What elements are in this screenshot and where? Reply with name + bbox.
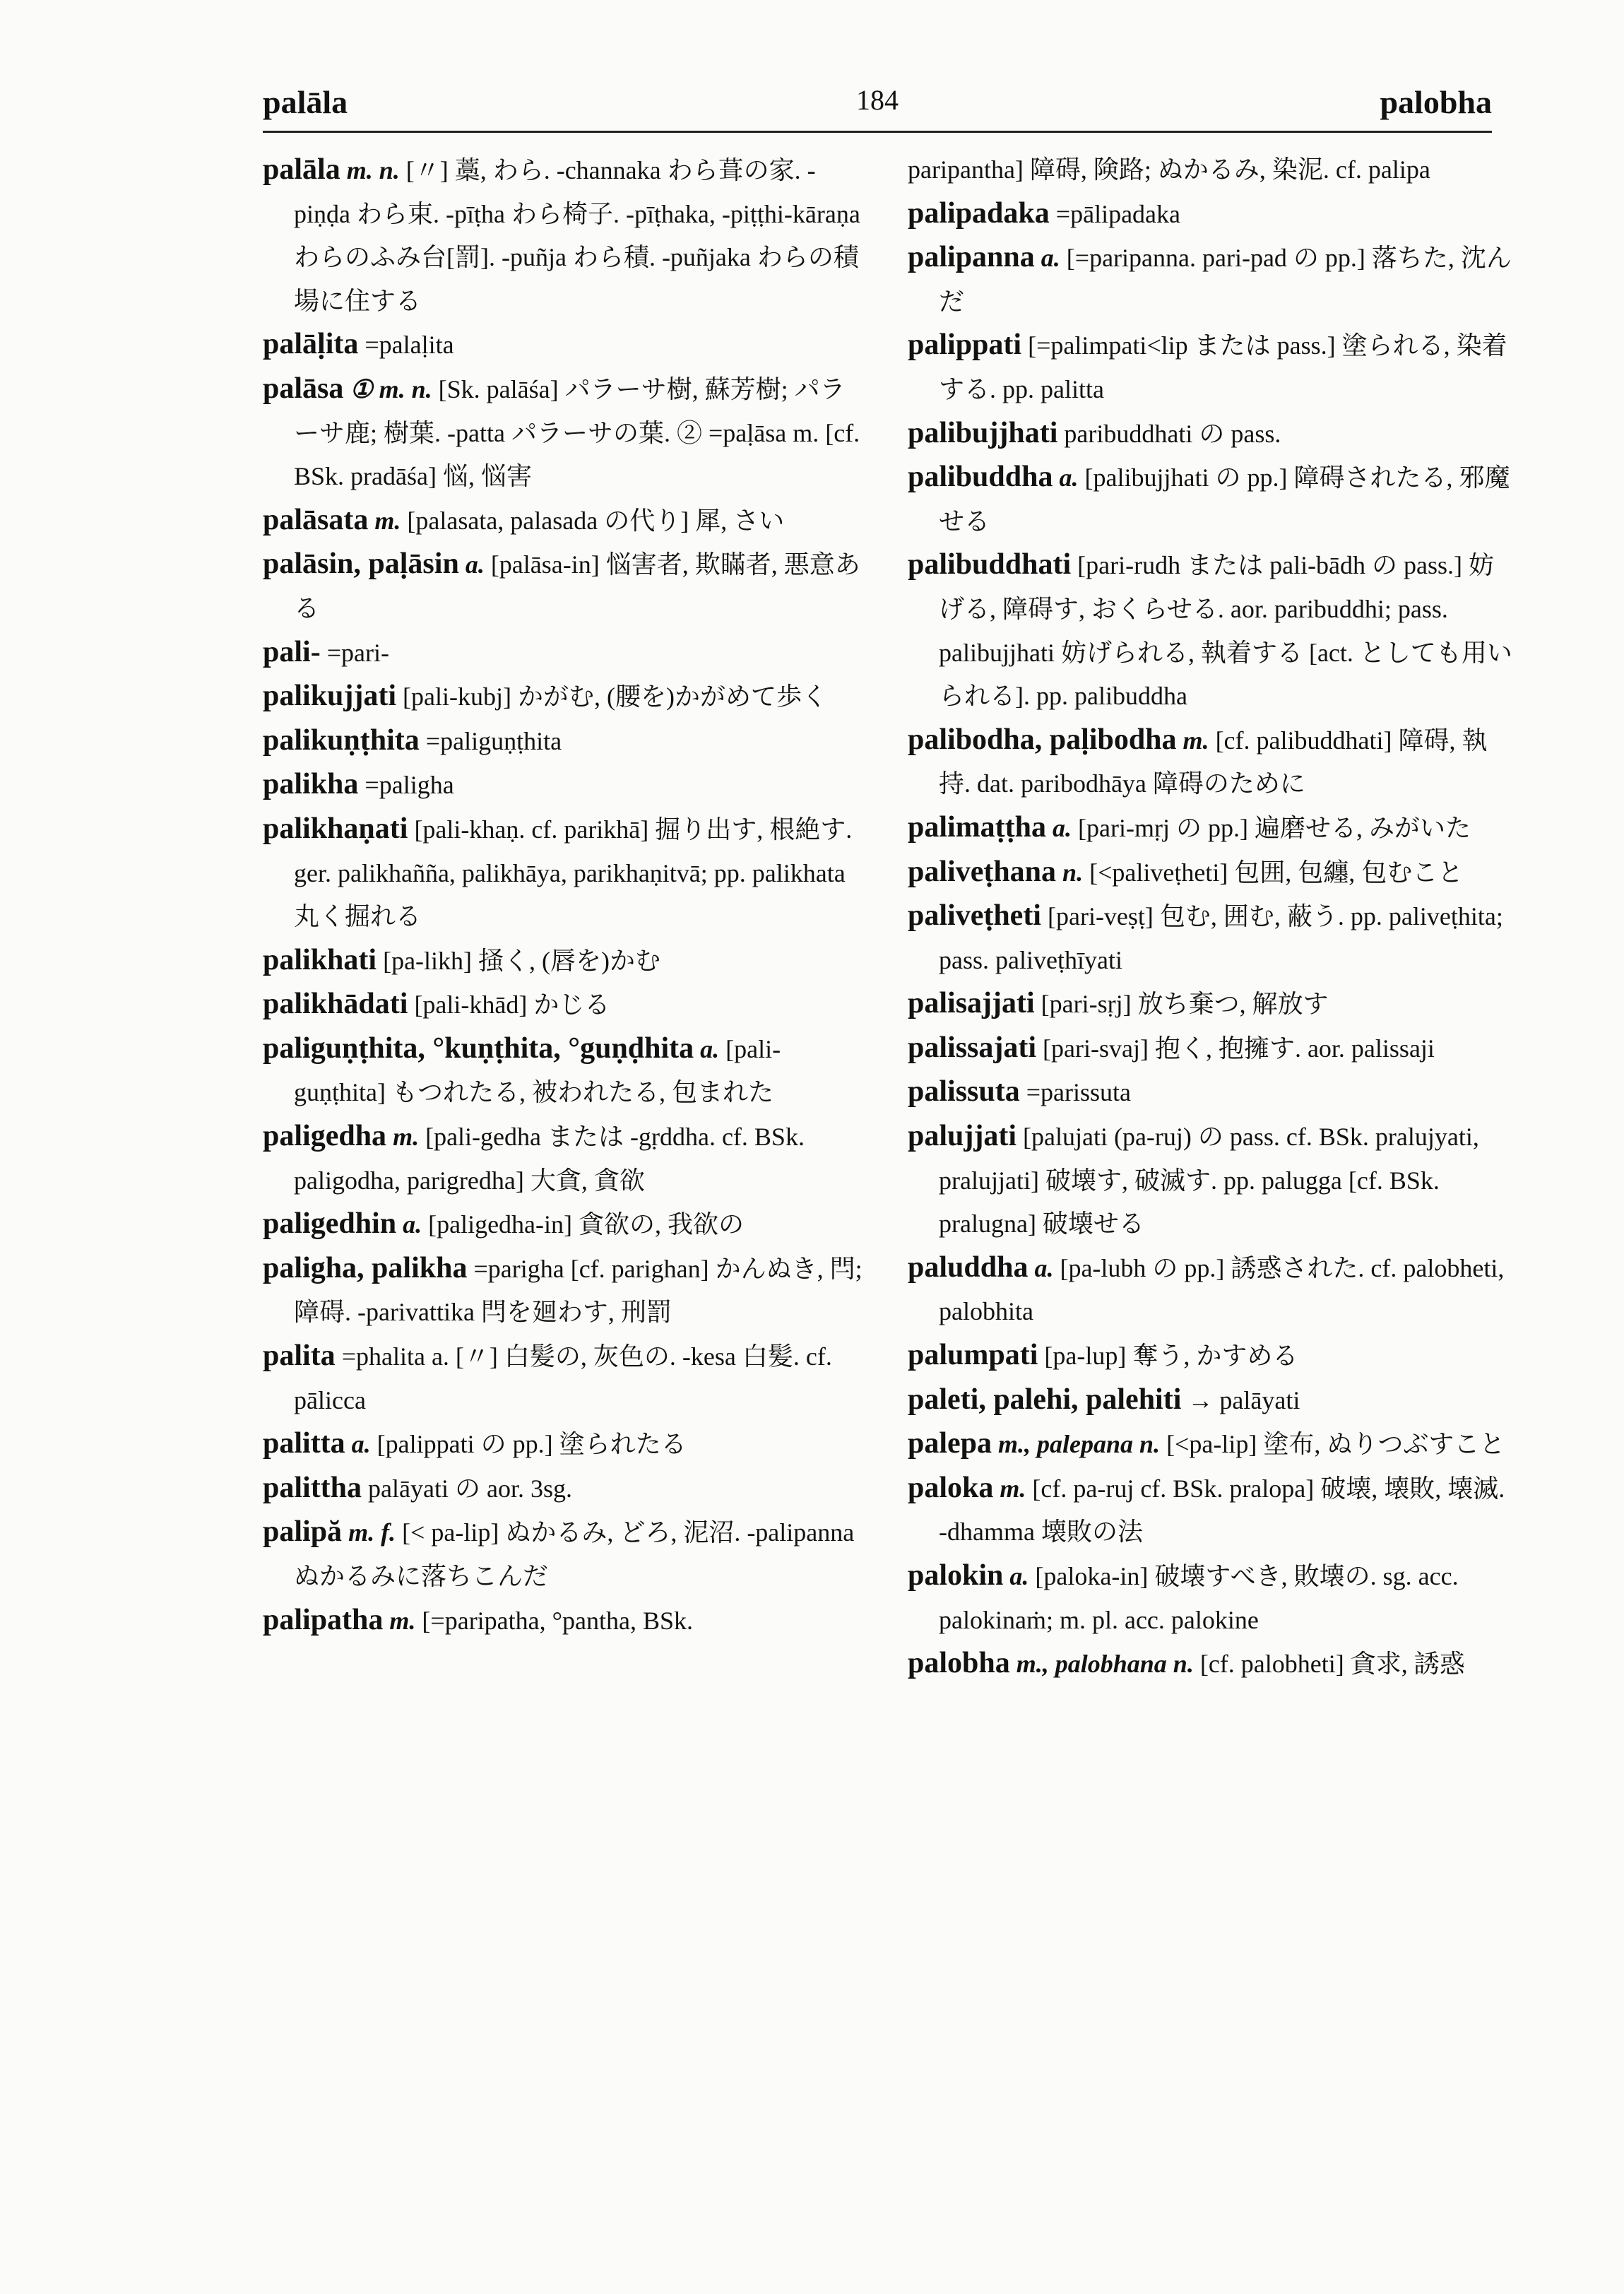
entry-definition: [Sk. palāśa] パラーサ樹, 蘇芳樹; パラーサ鹿; 樹葉. -patta パラーサの葉. ② =paḷāsa m. [cf. BSk. pradāśa] 悩, 悩害 [294, 374, 860, 491]
page-number: 184 [856, 84, 899, 116]
entry-headword: palipanna [908, 241, 1035, 274]
dictionary-entry [908, 412, 1515, 456]
entry-headword: paligedha [263, 1120, 387, 1153]
entry-headword: paluddha [908, 1251, 1029, 1284]
dictionary-entry [263, 675, 870, 719]
entry-definition: [pari-sṛj] 放ち棄つ, 解放す [1041, 990, 1329, 1019]
entry-headword: palissajati [908, 1031, 1037, 1064]
dictionary-entry [908, 1334, 1515, 1378]
entry-grammar: n. [1062, 858, 1084, 887]
left-column [263, 148, 870, 1643]
dictionary-entry [263, 499, 870, 543]
dictionary-entry [263, 543, 870, 630]
entry-headword: paligha, palikha [263, 1251, 468, 1284]
entry-definition: [pa-lubh の pp.] 誘惑された. cf. palobheti, palobhita [939, 1253, 1505, 1326]
dictionary-entry [263, 1422, 870, 1467]
entry-grammar: a. [1009, 1562, 1029, 1590]
entry-grammar: m. [393, 1123, 420, 1152]
dictionary-entry [908, 1378, 1515, 1423]
dictionary-entry [908, 1554, 1515, 1642]
entry-definition: =pari- [326, 638, 389, 667]
dictionary-entry [908, 324, 1515, 411]
dictionary-entry [263, 367, 870, 499]
entry-headword: palitta [263, 1427, 345, 1460]
entry-definition: =paliguṇṭhita [425, 726, 562, 755]
entry-headword: palikhādati [263, 988, 408, 1021]
entry-headword: palāsa [263, 372, 344, 405]
entry-definition: [paloka-in] 破壊すべき, 敗壊の. sg. acc. palokinaṁ; m. pl. acc. palokine [939, 1562, 1459, 1634]
entry-grammar: m. [389, 1606, 416, 1635]
dictionary-entry [263, 323, 870, 367]
dictionary-entry [908, 236, 1515, 324]
dictionary-entry [908, 1467, 1515, 1554]
entry-grammar: m., palepana n. [998, 1430, 1161, 1459]
entry-definition: =phalita a. [〃] 白髪の, 灰色の. -kesa 白髪. cf. pālicca [294, 1342, 832, 1414]
entry-headword: paliveṭheti [908, 899, 1041, 933]
entry-definition: [palibujjhati の pp.] 障碍されたる, 邪魔せる [939, 463, 1510, 536]
dictionary-entry [908, 719, 1515, 806]
entry-definition: palāyati の aor. 3sg. [368, 1474, 572, 1503]
entry-headword: palobha [908, 1647, 1010, 1680]
entry-grammar: m. [1183, 726, 1209, 755]
running-head-first-word: palāla [263, 84, 348, 120]
entry-definition: =palaḷita [364, 331, 454, 360]
entry-definition: [pari-rudh または pali-bādh の pass.] 妨げる, 障碍す, おくらせる. aor. paribuddhi; pass. palibujjhati 妨げられる, 執着する [act. としても用いられる]. pp. palibuddha [939, 551, 1512, 711]
entry-headword: palepa [908, 1427, 992, 1460]
entry-grammar: a. [1034, 1253, 1054, 1282]
entry-headword: paleti, palehi, palehiti [908, 1383, 1182, 1416]
entry-headword: palipatha [263, 1603, 384, 1636]
dictionary-entry [908, 806, 1515, 851]
running-head-last-word: palobha [1380, 84, 1492, 120]
entry-headword: palimaṭṭha [908, 810, 1047, 844]
entry-definition: [cf. palibuddhati] 障碍, 執持. dat. paribodhāya 障碍のために [939, 726, 1488, 798]
entry-headword: palibuddhati [908, 548, 1072, 581]
entry-headword: palikha [263, 768, 359, 801]
entry-headword: palikujjati [263, 680, 397, 713]
entry-definition: [pali-gedha または -gṛddha. cf. BSk. paligodha, parigredha] 大貪, 貪欲 [294, 1123, 805, 1195]
entry-definition: paribuddhati の pass. [1064, 419, 1281, 448]
dictionary-entry [263, 719, 870, 764]
entry-headword: paloka [908, 1471, 994, 1504]
dictionary-entry [263, 1247, 870, 1335]
entry-definition: [pari-mṛj の pp.] 遍磨せる, みがいた [1078, 813, 1471, 842]
entry-definition: =pālipadaka [1055, 199, 1181, 228]
dictionary-entry [263, 631, 870, 675]
dictionary-entry [908, 543, 1515, 718]
entry-grammar: m. n. [346, 156, 400, 184]
entry-grammar: m., palobhana n. [1016, 1650, 1194, 1679]
dictionary-entry [908, 192, 1515, 237]
entry-definition: [pa-likh] 掻く, (唇を)かむ [383, 946, 661, 975]
entry-headword: palipă [263, 1515, 343, 1549]
entry-headword: palujjati [908, 1120, 1017, 1153]
entry-definition: [<paliveṭheti] 包囲, 包纏, 包むこと [1089, 858, 1464, 887]
entry-headword: palippati [908, 329, 1022, 362]
entry-headword: palibodha, paḷibodha [908, 723, 1177, 756]
entry-definition: [pari-veṣṭ] 包む, 囲む, 蔽う. pp. paliveṭhita; pass. paliveṭhīyati [939, 902, 1503, 974]
dictionary-entry [263, 1599, 870, 1643]
entry-headword: palikhati [263, 943, 377, 976]
dictionary-entry [263, 1202, 870, 1247]
entry-grammar: m. [1000, 1474, 1026, 1503]
dictionary-entry [263, 1027, 870, 1115]
dictionary-entry [263, 1335, 870, 1422]
entry-definition: =paligha [364, 771, 454, 800]
dictionary-entry [263, 148, 870, 323]
entry-headword: pali- [263, 635, 321, 668]
entry-definition: =parigha [cf. parighan] かんぬき, 閂; 障碍. -parivattika 閂を廻わす, 刑罰 [294, 1254, 863, 1327]
dictionary-entry [263, 1115, 870, 1202]
dictionary-entry [263, 763, 870, 808]
dictionary-entry [908, 982, 1515, 1027]
entry-grammar: m. [374, 506, 401, 535]
entry-definition: [palippati の pp.] 塗られたる [377, 1430, 687, 1459]
entry-headword: palipadaka [908, 196, 1050, 230]
entry-definition: [pali-guṇṭhita] もつれたる, 被われたる, 包まれた [294, 1034, 781, 1107]
dictionary-entry [908, 1246, 1515, 1334]
entry-grammar: a. [700, 1034, 720, 1063]
dictionary-entry [263, 939, 870, 983]
entry-definition: [pari-svaj] 抱く, 抱擁す. aor. palissaji [1043, 1034, 1435, 1063]
entry-definition: → palāyati [1187, 1385, 1300, 1414]
entry-headword: palāsin, paḷāsin [263, 548, 459, 581]
entry-headword: palikhaṇati [263, 812, 408, 845]
entry-definition: paripantha] 障碍, 険路; ぬかるみ, 染泥. cf. palipa [908, 155, 1430, 184]
entry-grammar: ① m. n. [350, 374, 432, 403]
entry-definition: =parissuta [1026, 1078, 1132, 1107]
entry-headword: palissuta [908, 1075, 1020, 1108]
entry-headword: palāḷita [263, 328, 359, 361]
right-column [908, 148, 1515, 1686]
dictionary-entry [908, 851, 1515, 895]
dictionary-entry [908, 148, 1515, 192]
entry-headword: palibuddha [908, 461, 1053, 494]
entry-headword: palisajjati [908, 987, 1035, 1020]
dictionary-entry [908, 1070, 1515, 1115]
entry-grammar: a. [351, 1430, 371, 1459]
running-head [263, 83, 1492, 126]
entry-definition: [=palimpati<lip または pass.] 塗られる, 染着する. pp. palitta [939, 331, 1507, 403]
entry-headword: paliveṭhana [908, 855, 1057, 888]
entry-grammar: a. [465, 550, 485, 579]
entry-definition: [pa-lup] 奪う, かすめる [1044, 1342, 1298, 1371]
entry-definition: [pali-khaṇ. cf. parikhā] 掘り出す, 根絶す. ger. palikhañña, palikhāya, parikhaṇitvā; pp. palikhata 丸く掘れる [294, 815, 853, 931]
entry-grammar: a. [1041, 244, 1060, 273]
dictionary-entry [908, 1422, 1515, 1467]
entry-definition: [palāsa-in] 悩害者, 欺瞞者, 悪意ある [294, 550, 860, 622]
entry-headword: palikuṇṭhita [263, 723, 420, 757]
entry-definition: [=paripatha, °pantha, BSk. [422, 1606, 694, 1635]
entry-headword: palumpati [908, 1339, 1038, 1372]
header-rule [263, 131, 1492, 133]
entry-grammar: a. [1053, 813, 1072, 842]
dictionary-entry [263, 1510, 870, 1598]
entry-definition: [pali-kubj] かがむ, (腰を)かがめて歩く [403, 682, 827, 711]
entry-headword: palittha [263, 1471, 362, 1504]
dictionary-entry [908, 1027, 1515, 1071]
dictionary-entry [908, 1642, 1515, 1686]
dictionary-entry [908, 456, 1515, 543]
dictionary-entry [908, 894, 1515, 982]
entry-headword: palibujjhati [908, 416, 1058, 449]
entry-headword: palita [263, 1340, 336, 1373]
entry-definition: [< pa-lip] ぬかるみ, どろ, 泥沼. -palipanna ぬかるみに落ちこんだ [294, 1518, 855, 1590]
entry-definition: [palasata, palasada の代り] 犀, さい [407, 506, 785, 535]
entry-definition: [〃] 藁, わら. -channaka わら葺の家. -piṇḍa わら束. -pīṭha わら椅子. -pīṭhaka, -piṭṭhi-kāraṇa わらのふみ台[罰]. -puñja わら積. -puñjaka わらの積場に住する [294, 156, 860, 315]
dictionary-entry [908, 1115, 1515, 1246]
entry-headword: palāsata [263, 503, 369, 536]
entry-headword: paligedhin [263, 1207, 397, 1241]
entry-headword: paliguṇṭhita, °kuṇṭhita, °guṇḍhita [263, 1031, 694, 1065]
entry-grammar: a. [403, 1210, 422, 1239]
entry-headword: palāla [263, 153, 340, 186]
dictionary-entry [263, 808, 870, 939]
entry-headword: palokin [908, 1559, 1004, 1592]
entry-grammar: a. [1059, 463, 1079, 492]
entry-definition: [cf. pa-ruj cf. BSk. pralopa] 破壊, 壊敗, 壊滅. -dhamma 壊敗の法 [939, 1474, 1505, 1547]
dictionary-entry [263, 983, 870, 1027]
entry-definition: [palujati (pa-ruj) の pass. cf. BSk. pralujyati, pralujjati] 破壊す, 破滅す. pp. palugga [cf. BSk. pralugna] 破壊せる [939, 1123, 1479, 1238]
entry-definition: [cf. palobheti] 貪求, 誘惑 [1199, 1650, 1465, 1679]
entry-definition: [=paripanna. pari-pad の pp.] 落ちた, 沈んだ [939, 244, 1512, 316]
entry-grammar: m. f. [348, 1518, 396, 1547]
entry-definition: [pali-khād] かじる [414, 991, 610, 1019]
dictionary-entry [263, 1467, 870, 1511]
entry-definition: [paligedha-in] 貪欲の, 我欲の [428, 1210, 745, 1239]
entry-definition: [<pa-lip] 塗布, ぬりつぶすこと [1166, 1430, 1505, 1459]
